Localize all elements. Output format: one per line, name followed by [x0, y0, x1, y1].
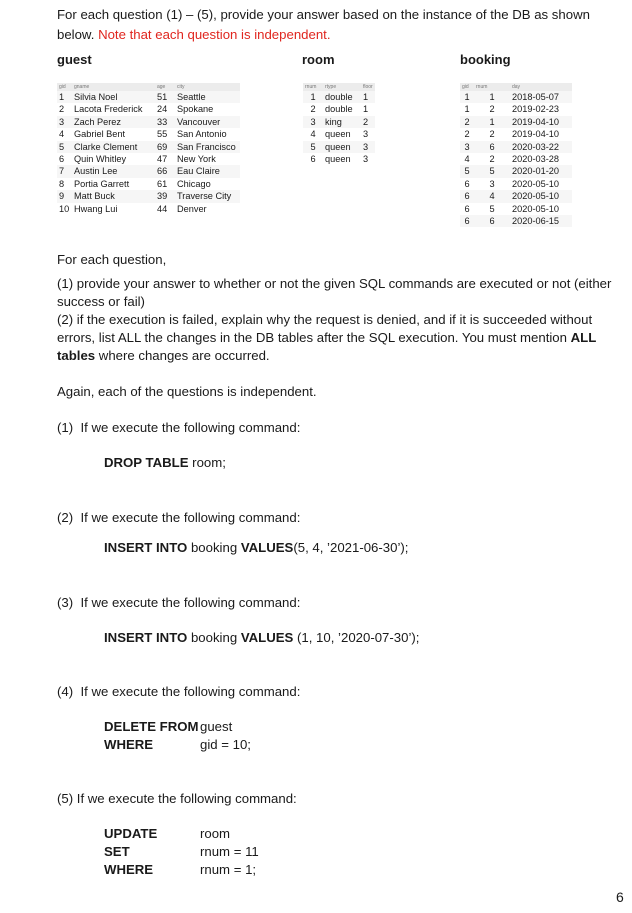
booking-cell-day: 2020-03-22: [510, 141, 572, 153]
guest-col-city: city: [175, 83, 240, 91]
instructions-p2-all: ALL: [570, 330, 597, 345]
guest-cell-age: 44: [155, 203, 175, 215]
q1-label: (1): [57, 420, 74, 435]
guest-row: [57, 165, 240, 177]
guest-cell-age: 66: [155, 165, 175, 177]
guest-cell-age: 33: [155, 116, 175, 128]
q3-prompt: [57, 594, 300, 612]
guest-row: [57, 103, 240, 115]
guest-table: [57, 83, 240, 215]
instructions-p1-line1: (1) provide your answer to whether or not the given SQL commands are executed or not (either: [57, 276, 612, 291]
intro-note: Note that each question is independent.: [98, 27, 331, 42]
intro-line-2: [57, 26, 330, 44]
guest-row: [57, 116, 240, 128]
room-row: [303, 141, 375, 153]
booking-row: [460, 91, 572, 103]
page-number: 6: [616, 889, 624, 905]
booking-cell-gid: 1: [460, 91, 474, 103]
q4-label: (4): [57, 684, 74, 699]
guest-cell-gid: 5: [57, 141, 72, 153]
room-row: [303, 153, 375, 165]
guest-cell-gname: Portia Garrett: [72, 178, 155, 190]
room-rows: [303, 91, 375, 165]
q5-prompt: [57, 790, 297, 808]
booking-cell-day: 2019-04-10: [510, 116, 572, 128]
booking-cell-rnum: 2: [474, 153, 510, 165]
room-col-floor: floor: [361, 83, 375, 91]
q2-kw2: VALUES: [240, 540, 294, 555]
q2-mid: booking: [187, 540, 241, 555]
guest-cell-gid: 1: [57, 91, 72, 103]
guest-cell-city: Chicago: [175, 178, 240, 190]
booking-cell-day: 2020-05-10: [510, 178, 572, 190]
q5-kw3: WHERE: [104, 862, 154, 877]
guest-row: [57, 178, 240, 190]
guest-cell-gname: Silvia Noel: [72, 91, 155, 103]
guest-cell-city: San Antonio: [175, 128, 240, 140]
guest-cell-age: 24: [155, 103, 175, 115]
guest-cell-city: Eau Claire: [175, 165, 240, 177]
booking-cell-gid: 6: [460, 203, 474, 215]
room-cell-rnum: 6: [303, 153, 323, 165]
instructions-p2-line3: [57, 347, 270, 365]
room-cell-rnum: 2: [303, 103, 323, 115]
room-header-row: [303, 83, 375, 91]
booking-col-gid: gid: [460, 83, 474, 91]
instructions-again: Again, each of the questions is independent.: [57, 384, 317, 399]
guest-cell-gid: 6: [57, 153, 72, 165]
booking-row: [460, 153, 572, 165]
guest-cell-city: Vancouver: [175, 116, 240, 128]
room-cell-rnum: 3: [303, 116, 323, 128]
q5-val1: room: [200, 826, 231, 841]
intro-line-1: For each question (1) – (5), provide your answer based on the instance of the DB as shown: [57, 7, 590, 22]
guest-cell-gid: 2: [57, 103, 72, 115]
booking-cell-day: 2020-06-15: [510, 215, 572, 227]
booking-cell-gid: 5: [460, 165, 474, 177]
q4-val2: gid = 10;: [200, 737, 251, 752]
booking-col-rnum: rnum: [474, 83, 510, 91]
booking-cell-gid: 6: [460, 190, 474, 202]
booking-row: [460, 141, 572, 153]
booking-row: [460, 116, 572, 128]
instructions-p1-line2: success or fail): [57, 294, 145, 309]
q5-val2: rnum = 11: [200, 844, 259, 859]
guest-cell-city: Denver: [175, 203, 240, 215]
booking-cell-day: 2020-01-20: [510, 165, 572, 177]
guest-cell-gid: 3: [57, 116, 72, 128]
guest-cell-gname: Lacota Frederick: [72, 103, 155, 115]
booking-cell-gid: 4: [460, 153, 474, 165]
guest-row: [57, 203, 240, 215]
q5-val3: rnum = 1;: [200, 862, 257, 877]
guest-col-age: age: [155, 83, 175, 91]
booking-cell-day: 2018-05-07: [510, 91, 572, 103]
q5-label: (5): [57, 791, 74, 806]
room-col-rnum: rnum: [303, 83, 323, 91]
guest-cell-age: 61: [155, 178, 175, 190]
room-cell-floor: 3: [361, 128, 375, 140]
guest-row: [57, 190, 240, 202]
room-cell-rtype: queen: [323, 128, 361, 140]
q3-kw2: VALUES: [240, 630, 294, 645]
instructions-p2-line1: (2) if the execution is failed, explain why the request is denied, and if it is succeeded without: [57, 312, 593, 327]
guest-rows: [57, 91, 240, 215]
booking-cell-gid: 2: [460, 116, 474, 128]
q3-kw1: INSERT INTO: [104, 630, 188, 645]
instructions-p2-line2: [57, 329, 596, 347]
booking-row: [460, 203, 572, 215]
room-row: [303, 91, 375, 103]
q1-kw: DROP TABLE: [104, 455, 189, 470]
room-row: [303, 128, 375, 140]
booking-row: [460, 178, 572, 190]
guest-title: guest: [57, 52, 92, 67]
guest-cell-gname: Matt Buck: [72, 190, 155, 202]
booking-cell-gid: 6: [460, 178, 474, 190]
booking-cell-rnum: 4: [474, 190, 510, 202]
q1-sql: [104, 454, 226, 472]
booking-table: [460, 83, 572, 227]
q1-prompt: [57, 419, 300, 437]
room-cell-rtype: king: [323, 116, 361, 128]
booking-header-row: [460, 83, 572, 91]
intro-plain: below.: [57, 27, 99, 42]
guest-cell-age: 39: [155, 190, 175, 202]
guest-cell-age: 47: [155, 153, 175, 165]
guest-cell-gname: Gabriel Bent: [72, 128, 155, 140]
room-cell-rtype: double: [323, 103, 361, 115]
booking-cell-rnum: 1: [474, 116, 510, 128]
booking-cell-rnum: 1: [474, 91, 510, 103]
booking-cell-rnum: 5: [474, 203, 510, 215]
q2-rest: (5, 4, ’2021-06-30’);: [293, 540, 409, 555]
q4-text: If we execute the following command:: [80, 684, 301, 699]
room-cell-rtype: queen: [323, 141, 361, 153]
instructions-p2-end: where changes are occurred.: [95, 348, 270, 363]
guest-cell-gname: Austin Lee: [72, 165, 155, 177]
room-title: room: [302, 52, 335, 67]
booking-cell-rnum: 2: [474, 103, 510, 115]
q3-text: If we execute the following command:: [80, 595, 301, 610]
instructions-p2-text: errors, list ALL the changes in the DB tables after the SQL execution. You must mention: [57, 330, 571, 345]
booking-cell-gid: 1: [460, 103, 474, 115]
q3-rest: (1, 10, ’2020-07-30’);: [293, 630, 420, 645]
q5-kw2: SET: [104, 844, 130, 859]
room-row: [303, 103, 375, 115]
q2-label: (2): [57, 510, 74, 525]
guest-cell-gname: Zach Perez: [72, 116, 155, 128]
room-col-rtype: rtype: [323, 83, 361, 91]
guest-cell-city: New York: [175, 153, 240, 165]
q1-rest: room;: [188, 455, 226, 470]
booking-cell-rnum: 6: [474, 215, 510, 227]
booking-cell-day: 2019-04-10: [510, 128, 572, 140]
booking-cell-day: 2020-05-10: [510, 190, 572, 202]
guest-row: [57, 91, 240, 103]
room-cell-floor: 1: [361, 91, 375, 103]
q4-kw1: DELETE FROM: [104, 719, 199, 734]
booking-row: [460, 190, 572, 202]
room-cell-rnum: 4: [303, 128, 323, 140]
q3-mid: booking: [187, 630, 241, 645]
booking-cell-day: 2020-03-28: [510, 153, 572, 165]
guest-cell-gid: 7: [57, 165, 72, 177]
guest-cell-city: Spokane: [175, 103, 240, 115]
room-cell-floor: 3: [361, 153, 375, 165]
booking-row: [460, 215, 572, 227]
booking-cell-gid: 6: [460, 215, 474, 227]
booking-cell-gid: 3: [460, 141, 474, 153]
booking-cell-day: 2020-05-10: [510, 203, 572, 215]
guest-row: [57, 128, 240, 140]
guest-cell-gname: Quin Whitley: [72, 153, 155, 165]
booking-rows: [460, 91, 572, 227]
q2-sql: [104, 539, 408, 557]
room-table: [303, 83, 375, 165]
guest-cell-city: Traverse City: [175, 190, 240, 202]
booking-title: booking: [460, 52, 511, 67]
q5-kw1: UPDATE: [104, 826, 158, 841]
room-cell-floor: 1: [361, 103, 375, 115]
guest-cell-gid: 4: [57, 128, 72, 140]
guest-row: [57, 141, 240, 153]
guest-row: [57, 153, 240, 165]
booking-row: [460, 165, 572, 177]
guest-cell-age: 51: [155, 91, 175, 103]
q4-prompt: [57, 683, 300, 701]
room-cell-rtype: queen: [323, 153, 361, 165]
booking-col-day: day: [510, 83, 572, 91]
guest-col-gid: gid: [57, 83, 72, 91]
guest-col-gname: gname: [72, 83, 155, 91]
room-cell-rnum: 1: [303, 91, 323, 103]
instructions-p2-tables: tables: [57, 348, 96, 363]
booking-cell-rnum: 3: [474, 178, 510, 190]
booking-cell-rnum: 6: [474, 141, 510, 153]
instructions-lead: For each question,: [57, 252, 167, 267]
guest-cell-gid: 10: [57, 203, 72, 215]
guest-header-row: [57, 83, 240, 91]
q3-sql: [104, 629, 419, 647]
room-cell-floor: 2: [361, 116, 375, 128]
q4-kw2: WHERE: [104, 737, 154, 752]
q2-text: If we execute the following command:: [80, 510, 301, 525]
booking-cell-day: 2019-02-23: [510, 103, 572, 115]
booking-row: [460, 128, 572, 140]
booking-cell-rnum: 5: [474, 165, 510, 177]
guest-cell-gname: Hwang Lui: [72, 203, 155, 215]
guest-cell-city: San Francisco: [175, 141, 240, 153]
room-cell-rtype: double: [323, 91, 361, 103]
guest-cell-gid: 9: [57, 190, 72, 202]
q5-text: If we execute the following command:: [76, 791, 297, 806]
q3-label: (3): [57, 595, 74, 610]
room-cell-floor: 3: [361, 141, 375, 153]
guest-cell-age: 69: [155, 141, 175, 153]
guest-cell-city: Seattle: [175, 91, 240, 103]
guest-cell-gname: Clarke Clement: [72, 141, 155, 153]
room-row: [303, 116, 375, 128]
guest-cell-gid: 8: [57, 178, 72, 190]
q2-kw1: INSERT INTO: [104, 540, 188, 555]
booking-row: [460, 103, 572, 115]
room-cell-rnum: 5: [303, 141, 323, 153]
q2-prompt: [57, 509, 300, 527]
guest-cell-age: 55: [155, 128, 175, 140]
q4-val1: guest: [200, 719, 233, 734]
booking-cell-rnum: 2: [474, 128, 510, 140]
q1-text: If we execute the following command:: [80, 420, 301, 435]
booking-cell-gid: 2: [460, 128, 474, 140]
